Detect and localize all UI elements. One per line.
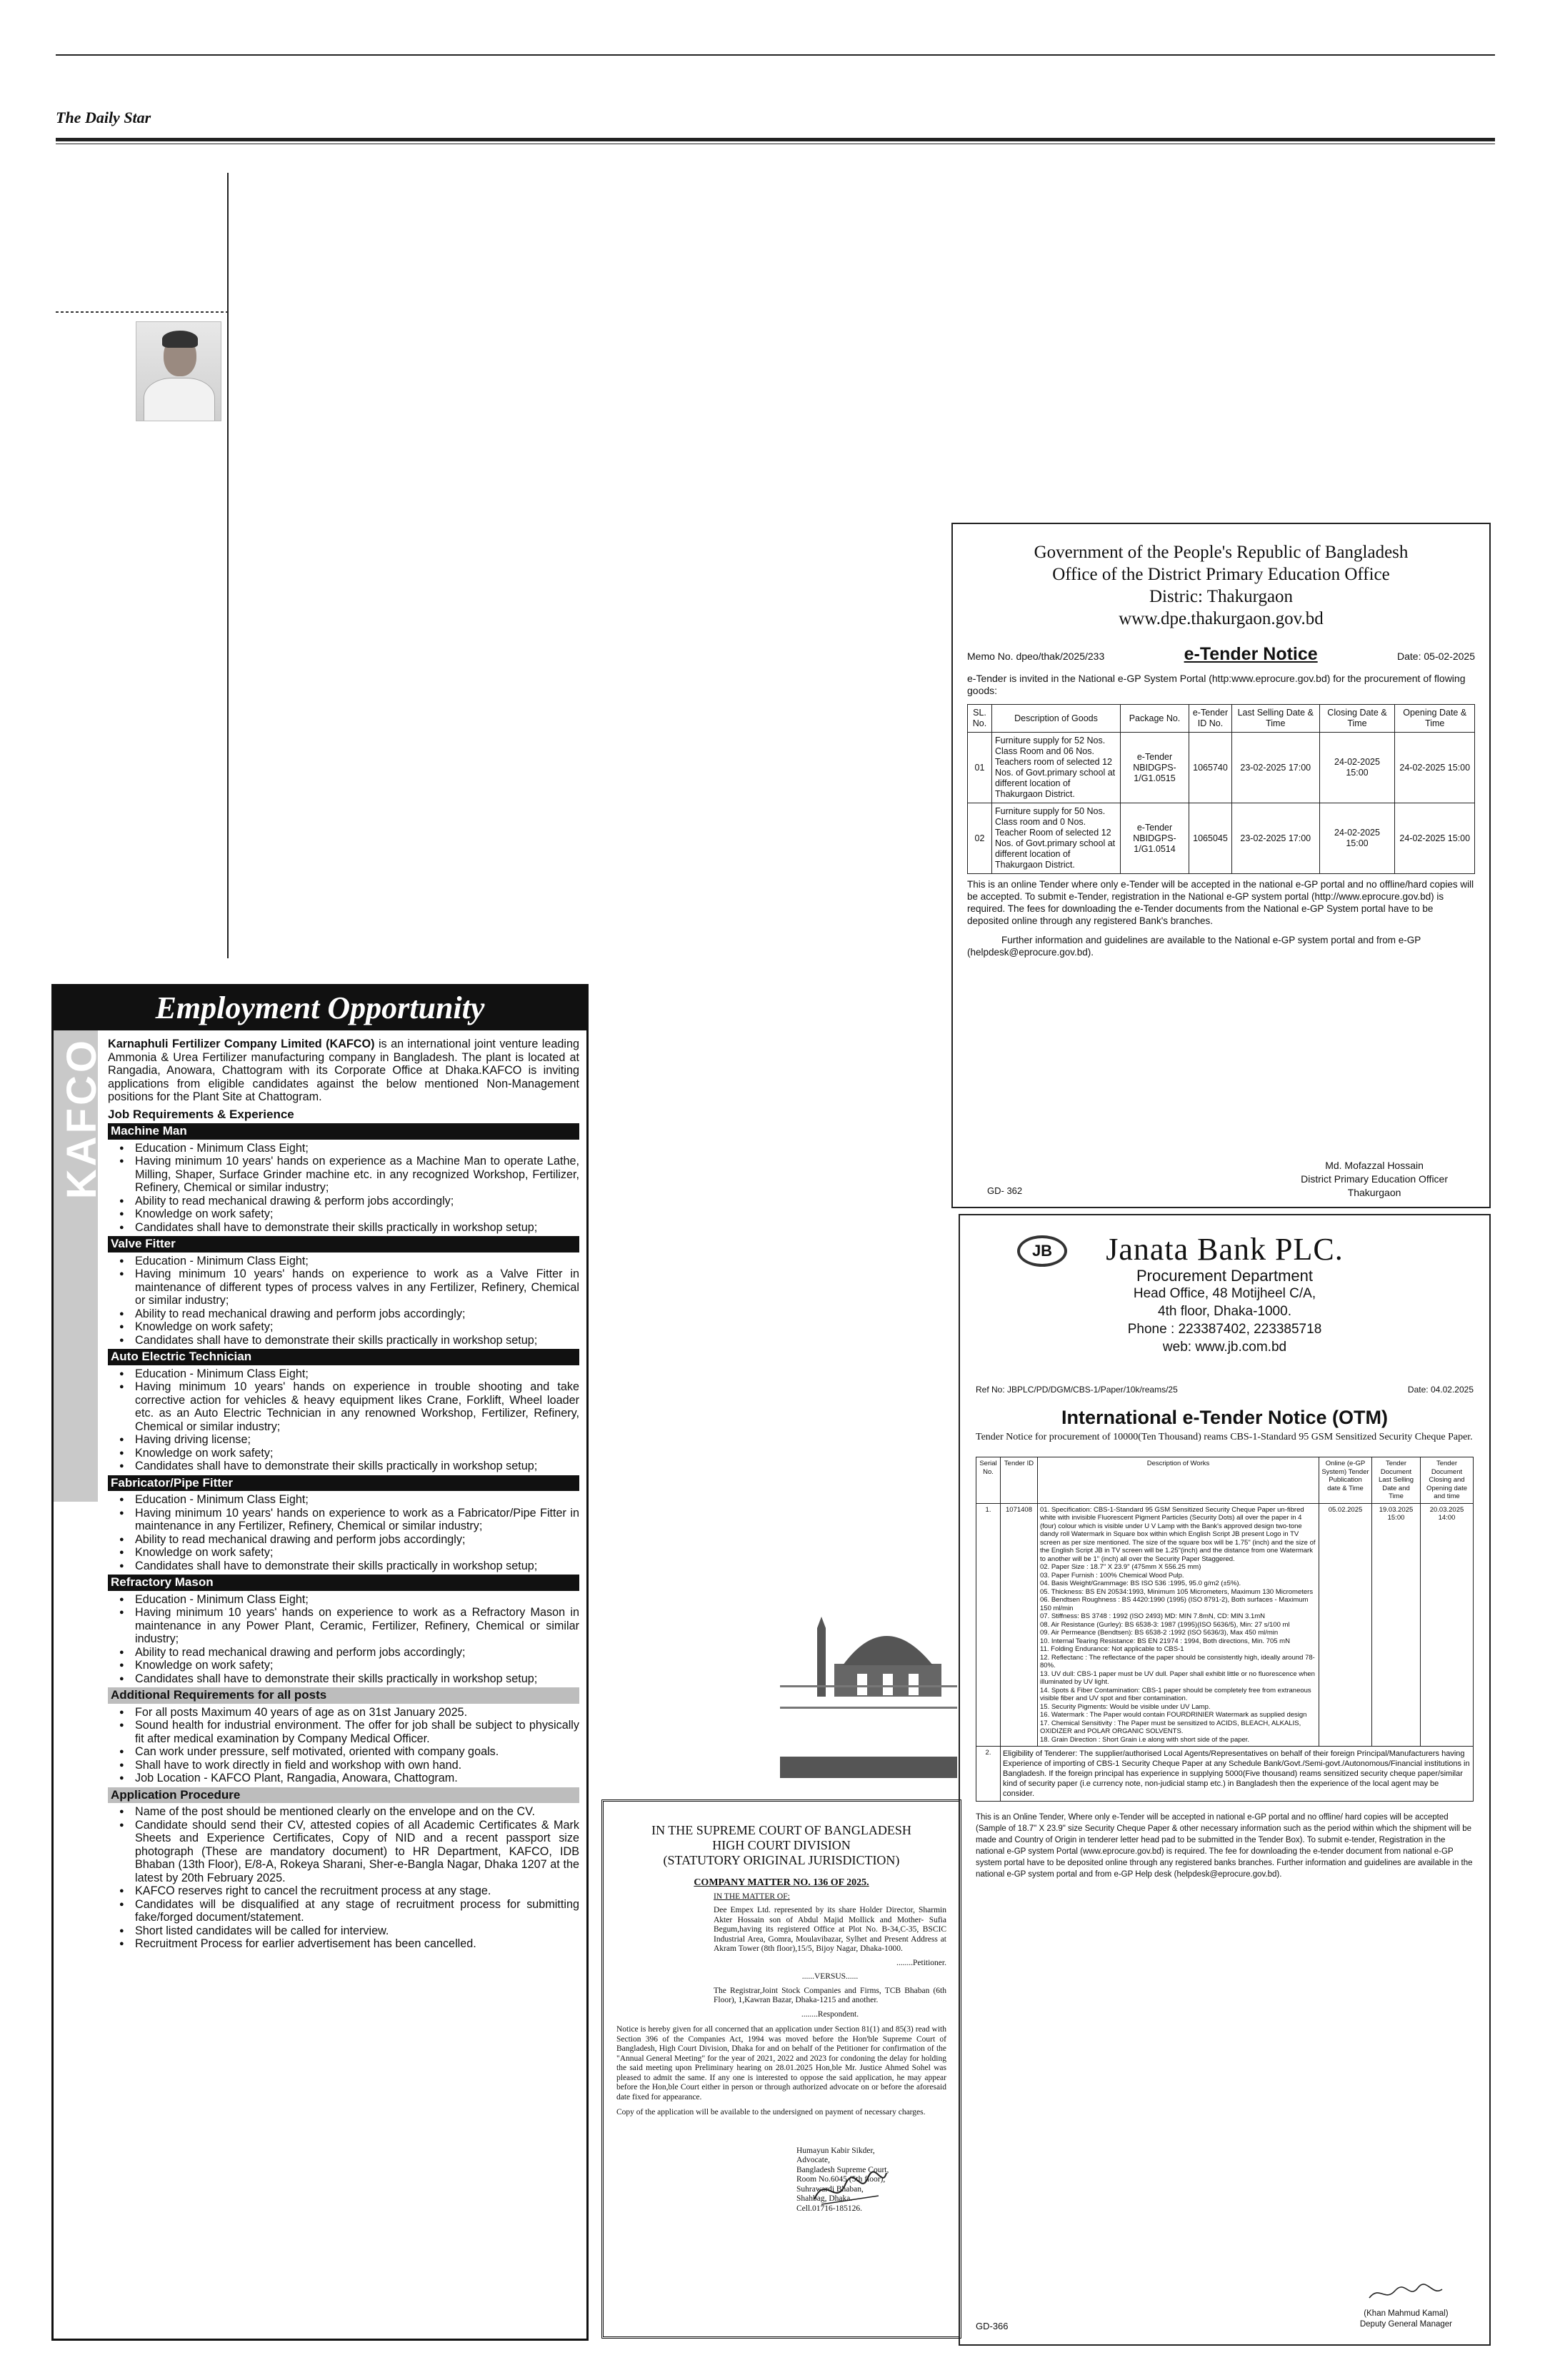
jb-intro: Tender Notice for procurement of 10000(Ten Thousand) reams CBS-1-Standard 95 GSM Sensitized Security Cheque Paper. <box>976 1432 1473 1442</box>
jb-address <box>976 1267 1474 1356</box>
dpe-tender-notice <box>951 523 1491 1208</box>
section-title: Valve Fitter <box>108 1236 579 1252</box>
section-title: Auto Electric Technician <box>108 1349 579 1365</box>
dpe-footnote: This is an online Tender where only e-Tender will be accepted in the national e-GP portal and no offline/hard copies will be accepted. To submit e-Tender, registration in the National e-GP system portal (http://www.eprocure.gov.bd) is required. The fees for downloading the e-Tender documents from the National e-GP System portal have to be deposited online through any registered Bank's branches. <box>967 879 1474 926</box>
dpe-signer <box>1301 1159 1448 1200</box>
section-list <box>116 1367 579 1473</box>
jb-dept: Procurement Department <box>1136 1267 1313 1285</box>
spec-item: 12. Reflectanc : The reflectance of the paper should be consistently high, ideally around 78-80%. <box>1040 1653 1315 1669</box>
signer-line: Cell.01716-185126. <box>796 2204 862 2213</box>
list-item: ● Ability to read mechanical drawing and perform jobs accordingly; <box>116 1533 579 1547</box>
list-item: ● Having minimum 10 years' hands on experience in trouble shooting and take corrective action for vehicles & heavy equipment likes Crane, Forklift, Wheel loader etc. as an Auto Electric Technician in any renowned Workshop, Fertilizer, Refinery, Chemical or similar industry; <box>116 1380 579 1433</box>
table-cell: 02 <box>968 803 992 874</box>
masthead: The Daily Star <box>56 109 151 126</box>
court-title-3: (STATUTORY ORIGINAL JURISDICTION) <box>663 1853 900 1867</box>
list-item: ● Knowledge on work safety; <box>116 1447 579 1460</box>
list-item: ● Knowledge on work safety; <box>116 1320 579 1334</box>
table-header: Serial No. <box>976 1457 1001 1504</box>
signer-line: Humayun Kabir Sikder, <box>796 2146 875 2155</box>
jb-signer <box>1360 2281 1452 2330</box>
section-list <box>116 1142 579 1235</box>
kafco-body <box>108 1038 579 1953</box>
list-item: ● Shall have to work directly in field and workshop with own hand. <box>116 1759 579 1772</box>
mosque-rule-2 <box>780 1707 957 1709</box>
jb-closing: 20.03.2025 14:00 <box>1421 1503 1474 1747</box>
spec-item: 14. Spots & Fiber Contamination: CBS-1 paper should be completely free from extraneous visible fiber and UV spot and fiber contamination. <box>1040 1686 1311 1702</box>
respondent: The Registrar,Joint Stock Companies and Firms, TCB Bhaban (6th Floor), 1,Kawran Bazar, Dhaka-1215 and another. <box>714 1986 946 2004</box>
additional-list <box>116 1706 579 1785</box>
jb-serial: 1. <box>976 1503 1001 1747</box>
additional-title: Additional Requirements for all posts <box>108 1687 579 1704</box>
petitioner-role: ........Petitioner. <box>896 1958 946 1967</box>
spec-item: 11. Folding Endurance: Not applicable to CBS-1 <box>1040 1645 1184 1653</box>
table-header: Description of Goods <box>992 705 1121 733</box>
job-req-title: Job Requirements & Experience <box>108 1107 294 1121</box>
list-item: ● Education - Minimum Class Eight; <box>116 1593 579 1607</box>
portrait-photo <box>136 321 221 421</box>
dpe-table <box>967 704 1475 874</box>
kafco-company: Karnaphuli Fertilizer Company Limited (KAFCO) <box>108 1038 375 1050</box>
section-title: Fabricator/Pipe Fitter <box>108 1475 579 1492</box>
list-item: ● Having minimum 10 years' hands on experience to work as a Valve Fitter in maintenance of different types of process valves in any Fertilizer, Refinery, Chemical or similar industry; <box>116 1267 579 1307</box>
dpe-memo: Memo No. dpeo/thak/2025/233 <box>967 651 1105 662</box>
jb-tender-id: 1071408 <box>1001 1503 1038 1747</box>
spec-item: 04. Basis Weight/Grammage: BS ISO 536 :1995, 95.0 g/m2 (±5%). <box>1040 1580 1241 1587</box>
list-item: ● Having minimum 10 years' hands on experience to work as a Refractory Mason in maintenance in any Power Plant, Ceramic, Fertilizer, Refinery, Chemical or similar industry; <box>116 1606 579 1646</box>
dpe-signer-place: Thakurgaon <box>1347 1187 1401 1198</box>
section-list <box>116 1493 579 1572</box>
list-item: ● Candidate should send their CV, attested copies of all Academic Certificates & Mark Sheets and Experience Certificates, Copy of NID and a recent passport size photograph (These are mandatory document) to HR Department, KAFCO, IDB Bhaban (13th Floor), E/8-A, Rokeya Sharani, Sher-e-Bangla Nagar, Dhaka 1207 at the latest by 20th February 2025. <box>116 1819 579 1885</box>
list-item: ● Candidates shall have to demonstrate their skills practically in workshop setup; <box>116 1221 579 1235</box>
column-divider <box>227 173 229 958</box>
list-item: ● Sound health for industrial environment. The offer for job shall be subject to physically fit after medical examination by Company Medical Officer. <box>116 1719 579 1745</box>
jb-serial-2: 2. <box>976 1747 1001 1802</box>
list-item: ● Recruitment Process for earlier advertisement has been cancelled. <box>116 1937 579 1951</box>
spec-item: 10. Internal Tearing Resistance: BS EN 21974 : 1994, Both directions, Min. 705 mN <box>1040 1637 1290 1645</box>
jb-selling: 19.03.2025 15:00 <box>1372 1503 1421 1747</box>
versus: ......VERSUS...... <box>801 1972 859 1981</box>
jb-signature-icon <box>1366 2281 1445 2305</box>
procedure-list <box>116 1805 579 1951</box>
spec-item: 02. Paper Size : 18.7" X 23.9" (475mm X 556.25 mm) <box>1040 1563 1201 1571</box>
dpe-signer-name: Md. Mofazzal Hossain <box>1325 1160 1424 1171</box>
list-item: ● Education - Minimum Class Eight; <box>116 1367 579 1381</box>
dpe-header-4: www.dpe.thakurgaon.gov.bd <box>1119 609 1324 628</box>
jb-table <box>976 1457 1474 1802</box>
table-header: Tender Document Closing and Opening date and time <box>1421 1457 1474 1504</box>
spec-item: 16. Watermark : The Paper would contain FOURDRINIER Watermark as supplied design <box>1040 1711 1307 1719</box>
jb-gd: GD-366 <box>976 2321 1009 2331</box>
court-notice-text: Notice is hereby given for all concerned that an application under Section 81(1) and 85(3) read with Section 396 of the Companies Act, 1994 was moved before the Hon'ble Supreme Court of Bangladesh, High Court Division, Dhaka for and on behalf of the Petitioner for confirmation of the "Annual General Meeting" for the year of 2021, 2022 and 2023 for condoning the delay for holding the said meeting upon Preliminary hearing on 28.01.2025 Hon,ble Mr. Justice Ahmed Sohel was pleased to admit the same. If any one is interested to oppose the said application, he may appear before the Hon,ble Court either in person or through authorized advocate on or before the aforesaid date fixed for appearance. <box>616 2025 946 2102</box>
table-cell: 1065740 <box>1189 733 1232 803</box>
list-item: ● Ability to read mechanical drawing and perform jobs accordingly; <box>116 1307 579 1321</box>
list-item: ● Candidates shall have to demonstrate their skills practically in workshop setup; <box>116 1334 579 1347</box>
list-item: ● Education - Minimum Class Eight; <box>116 1493 579 1507</box>
table-header: Description of Works <box>1038 1457 1319 1504</box>
list-item: ● Knowledge on work safety; <box>116 1546 579 1560</box>
list-item: ● Candidates shall have to demonstrate their skills practically in workshop setup; <box>116 1460 579 1473</box>
list-item: ● Name of the post should be mentioned clearly on the envelope and on the CV. <box>116 1805 579 1819</box>
table-header: Tender ID <box>1001 1457 1038 1504</box>
employment-banner: Employment Opportunity <box>54 986 586 1030</box>
in-matter: IN THE MATTER OF: <box>714 1892 790 1901</box>
spec-item: 01. Specification: CBS-1-Standard 95 GSM Sensitized Security Cheque Paper un-fibred white with invisible Fluorescent Pigment Particles (Security Dots) all over the paper in 4 (four) colour which is visible under U V Lamp with the Bank's approved design two-tone dandy roll Watermark in Square box within which English Script JB present Logo in TV screen as per size mentioned. The size of the square box will be 1.75" (inch) and the size of the English Script JB in TV screen will be 1.25"(inch) and the distance from one Watermark to another will be 1" (inch) all over the Security Paper Staggered. <box>1040 1505 1316 1563</box>
jb-ref-row <box>976 1385 1474 1395</box>
signer-line: Bangladesh Supreme Court, <box>796 2165 889 2174</box>
list-item: ● Candidates will be disqualified at any stage of recruitment process for submitting fake/forged document/statement. <box>116 1898 579 1924</box>
spec-item: 08. Air Resistance (Gurley): BS 6538-3: 1987 (1995)(ISO 5636/5), Min: 27 s/100 ml <box>1040 1620 1290 1629</box>
table-cell: Furniture supply for 52 Nos. Class Room and 06 Nos. Teachers room of selected 12 Nos. of Govt.primary school at different location of Thakurgaon District. <box>992 733 1121 803</box>
list-item: ● Having minimum 10 years' hands on experience as a Machine Man to operate Lathe, Milling, Shaper, Surface Grinder machine etc. in any recognized Workshop, Fertilizer, Refinery, Chemical or similar industry; <box>116 1155 579 1195</box>
list-item: ● Job Location - KAFCO Plant, Rangadia, Anowara, Chattogram. <box>116 1772 579 1785</box>
kafco-logo-text: KAFCO <box>59 1038 105 1200</box>
spec-item: 18. Grain Direction : Short Grain i.e along with short side of the paper. <box>1040 1735 1250 1744</box>
list-item: ● Education - Minimum Class Eight; <box>116 1255 579 1268</box>
table-header: Package No. <box>1121 705 1189 733</box>
spec-item: 13. UV dull: CBS-1 paper must be UV dull. Paper shall exhibit little or no fluorescence when illuminated by UV light. <box>1040 1669 1315 1686</box>
list-item: ● Education - Minimum Class Eight; <box>116 1142 579 1155</box>
table-cell: 23-02-2025 17:00 <box>1232 733 1320 803</box>
list-item: ● Ability to read mechanical drawing & perform jobs accordingly; <box>116 1195 579 1208</box>
jb-date: Date: 04.02.2025 <box>1407 1385 1474 1395</box>
kafco-intro-text: is an international joint venture leading Ammonia & Urea Fertilizer manufacturing company in Bangladesh. The plant is located at Rangadia, Anowara, Chattogram with its Corporate Office at Dhaka.KAFCO is inviting applications from eligible candidates against the below mentioned Non-Management positions for the Plant Site at Chattogram. <box>108 1038 579 1103</box>
jb-ref: Ref No: JBPLC/PD/DGM/CBS-1/Paper/10k/reams/25 <box>976 1385 1178 1395</box>
dpe-date: Date: 05-02-2025 <box>1397 651 1475 662</box>
jb-eligibility: Eligibility of Tenderer: The supplier/authorised Local Agents/Representatives on behalf of their foreign Principal/Manufacturers having Experience of importing of CBS-1 Security Cheque Paper at any Schedule Bank/Govt./Semi-govt./Autonomous/Financial institutions in Bangladesh. If the foreign principal has experience in supplying 5000(Five thousand) reams sensitized security cheque paper/similar kind of security paper (i.e currency note, non-judicial stamp etc.) in Bangladesh then the experience of the local agent may be consider. <box>1001 1747 1474 1802</box>
kafco-ad <box>51 984 589 2341</box>
jb-signer-name: (Khan Mahmud Kamal) <box>1364 2309 1449 2318</box>
table-row <box>968 733 1475 803</box>
list-item: ● Candidates shall have to demonstrate their skills practically in workshop setup; <box>116 1672 579 1686</box>
jb-title: International e-Tender Notice (OTM) <box>1061 1407 1389 1428</box>
dpe-footnote-2: Further information and guidelines are available to the National e-GP system portal and from e-GP (helpdesk@eprocure.gov.bd). <box>967 935 1421 958</box>
spec-item: 07. Stiffness: BS 3748 : 1992 (ISO 2493) MD: MIN 7.8mN, CD: MIN 3.1mN <box>1040 1612 1266 1620</box>
dpe-header-2: Office of the District Primary Education Office <box>1052 565 1390 584</box>
table-cell: 23-02-2025 17:00 <box>1232 803 1320 874</box>
list-item: ● Having driving license; <box>116 1433 579 1447</box>
spec-item: 06. Bendtsen Roughness : BS 4420:1990 (1995) (ISO 8791-2), Both surfaces - Maximum 150 ml/min <box>1040 1596 1309 1612</box>
spec-item: 05. Thickness: BS EN 20534:1993, Minimum 105 Micrometers, Maximum 130 Micrometers <box>1040 1587 1314 1596</box>
jb-address-4: web: www.jb.com.bd <box>1162 1340 1287 1355</box>
table-row <box>968 803 1475 874</box>
table-header: Tender Document Last Selling Date and Time <box>1372 1457 1421 1504</box>
dark-block <box>780 1757 957 1778</box>
dotted-rule <box>56 311 227 313</box>
signer-line: Shahbag, Dhaka. <box>796 2194 853 2203</box>
copy-note: Copy of the application will be available to the undersigned on payment of necessary charges. <box>616 2108 926 2117</box>
jb-address-2: 4th floor, Dhaka-1000. <box>1158 1304 1291 1319</box>
mosque-rule <box>780 1685 957 1687</box>
spec-item: 15. Security Pigments: Would be visible under UV Lamp. <box>1040 1702 1211 1711</box>
list-item: ● Short listed candidates will be called for interview. <box>116 1924 579 1938</box>
dpe-header-3: Distric: Thakurgaon <box>1149 587 1294 606</box>
table-cell: 24-02-2025 15:00 <box>1319 733 1395 803</box>
kafco-side-logo <box>54 1030 105 1502</box>
list-item: ● Can work under pressure, self motivated, oriented with company goals. <box>116 1745 579 1759</box>
table-header: Online (e-GP System) Tender Publication date & Time <box>1319 1457 1372 1504</box>
court-title-1: IN THE SUPREME COURT OF BANGLADESH <box>651 1823 911 1837</box>
table-header: Closing Date & Time <box>1319 705 1395 733</box>
list-item: ● Knowledge on work safety; <box>116 1659 579 1672</box>
dpe-title: e-Tender Notice <box>1184 644 1318 664</box>
table-cell: 24-02-2025 15:00 <box>1395 803 1475 874</box>
table-cell: Furniture supply for 50 Nos. Class room and 0 Nos. Teacher Room of selected 12 Nos. of Govt.primary school at different location of Thakurgaon District. <box>992 803 1121 874</box>
list-item: ● For all posts Maximum 40 years of age as on 31st January 2025. <box>116 1706 579 1719</box>
list-item: ● KAFCO reserves right to cancel the recruitment process at any stage. <box>116 1884 579 1898</box>
table-cell: 01 <box>968 733 992 803</box>
table-cell: 24-02-2025 15:00 <box>1395 733 1475 803</box>
jb-address-3: Phone : 223387402, 223385718 <box>1127 1322 1322 1337</box>
janata-bank-notice <box>959 1214 1491 2346</box>
section-title: Refractory Mason <box>108 1575 579 1591</box>
signer-line: Room No.6045 (5th floor), <box>796 2175 886 2184</box>
top-rule <box>56 54 1495 56</box>
list-item: ● Having minimum 10 years' hands on experience to work as a Fabricator/Pipe Fitter in maintenance in any Fertilizer, Refinery, Chemical or similar industry; <box>116 1507 579 1533</box>
dpe-signer-title: District Primary Education Officer <box>1301 1173 1448 1185</box>
court-title-2: HIGH COURT DIVISION <box>712 1838 851 1852</box>
table-header: e-Tender ID No. <box>1189 705 1232 733</box>
table-header: SL. No. <box>968 705 992 733</box>
kafco-intro <box>108 1038 579 1104</box>
table-cell: e-Tender NBIDGPS-1/G1.0514 <box>1121 803 1189 874</box>
table-cell: 1065045 <box>1189 803 1232 874</box>
respondent-role: ........Respondent. <box>801 2009 859 2019</box>
spec-item: 09. Air Permeance (Bendtsen): BS 6538-2 :1992 (ISO 5636/3), Max 450 ml/min <box>1040 1629 1279 1637</box>
kafco-sections <box>108 1123 579 1685</box>
list-item: ● Ability to read mechanical drawing and perform jobs accordingly; <box>116 1646 579 1660</box>
procedure-title: Application Procedure <box>108 1787 579 1804</box>
jb-pub: 05.02.2025 <box>1319 1503 1372 1747</box>
list-item: ● Knowledge on work safety; <box>116 1207 579 1221</box>
list-item: ● Candidates shall have to demonstrate their skills practically in workshop setup; <box>116 1560 579 1573</box>
dpe-memo-row <box>967 644 1475 664</box>
table-cell: e-Tender NBIDGPS-1/G1.0515 <box>1121 733 1189 803</box>
spec-item: 17. Chemical Sensitivity : The Paper must be sensitized to ACIDS, BLEACH, ALKALIS, OXIDIZER and POLAR ORGANIC SOLVENTS. <box>1040 1719 1301 1735</box>
court-notice <box>601 1799 961 2339</box>
masthead-rule <box>56 138 1495 141</box>
section-list <box>116 1255 579 1347</box>
table-header: Last Selling Date & Time <box>1232 705 1320 733</box>
table-header: Opening Date & Time <box>1395 705 1475 733</box>
jb-signer-title: Deputy General Manager <box>1359 2320 1452 2329</box>
signer-line: Advocate, <box>796 2156 830 2164</box>
petitioner: Dee Empex Ltd. represented by its share Holder Director, Sharmin Akter Hossain son of Abdul Majid Mollick and Mother- Sufia Begum,having its registered Office at Plot No. B-34,C-35, BSCIC Industrial Area, Gomra, Moulavibazar, Sylhet and Present Address at Akram Tower (8th floor),15/5, Bijoy Nagar, Dhaka-1000. <box>714 1906 946 1953</box>
dpe-intro: e-Tender is invited in the National e-GP System Portal (http:www.eprocure.gov.bd) for the procurement of flowing goods: <box>967 673 1466 696</box>
company-matter: COMPANY MATTER NO. 136 OF 2025. <box>694 1877 869 1888</box>
jb-address-1: Head Office, 48 Motijheel C/A, <box>1133 1286 1316 1301</box>
section-title: Machine Man <box>108 1123 579 1140</box>
signer-line: Suhrawardi Bhaban, <box>796 2184 864 2194</box>
dpe-gd: GD- 362 <box>987 1185 1023 1196</box>
jb-specs <box>1038 1503 1319 1747</box>
section-list <box>116 1593 579 1686</box>
signature-icon <box>811 2167 889 2210</box>
table-cell: 24-02-2025 15:00 <box>1319 803 1395 874</box>
jb-bank-name: Janata Bank PLC. <box>1106 1232 1344 1267</box>
jb-footnote: This is an Online Tender, Where only e-Tender will be accepted in national e-GP portal and no offline/ hard copies will be accepted (Sample of 18.7" X 23.9" size Security Cheque Paper & other necessary information such as the period within which the shipment will be made and Country of Origin in tenderer letter head pad to be submitted in the Tender Box). To submit e-tender, Registration in the national e-GP system Portal (www.eprocure.gov.bd) is required. The fee for downloading the e-tender document from national e-GP system portal have to be deposited online through any registered banks branches. Further information and guidelines are available in the national e-GP system portal and from e-GP Help desk (helpdesk@eprocure.gov.bd). <box>976 1813 1473 1879</box>
dpe-header-1: Government of the People's Republic of Bangladesh <box>1034 543 1409 562</box>
spec-item: 03. Paper Furnish : 100% Chemical Wood Pulp. <box>1040 1571 1184 1580</box>
jb-logo-icon: JB <box>1017 1235 1067 1267</box>
